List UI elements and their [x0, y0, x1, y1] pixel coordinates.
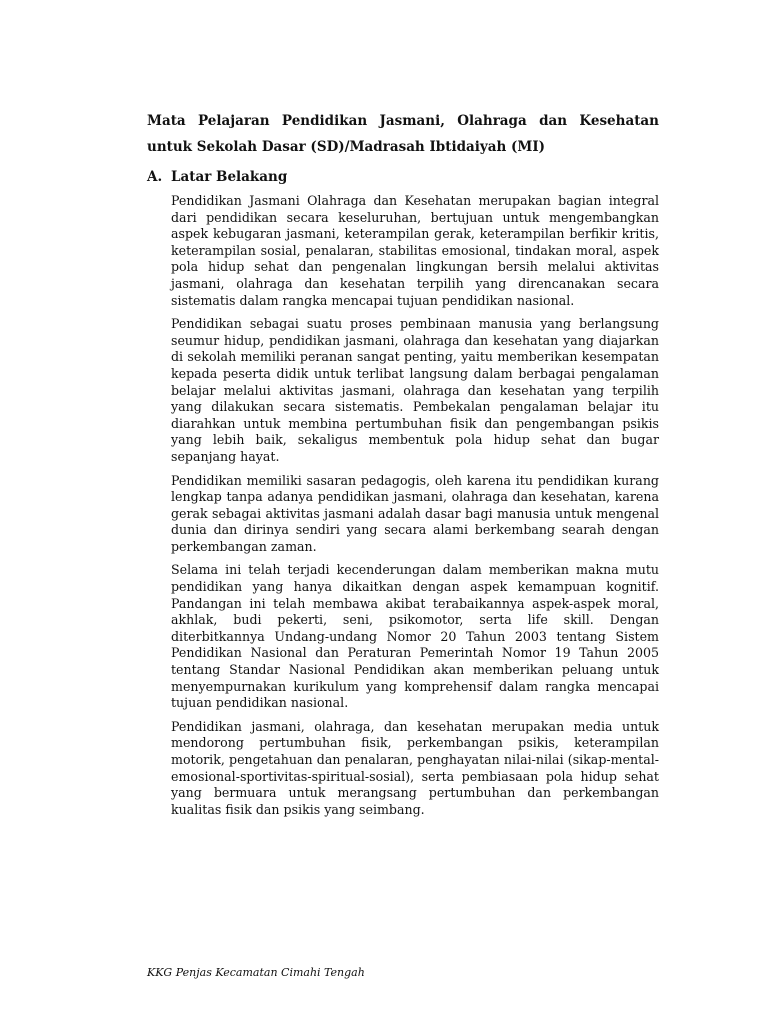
- paragraph: Pendidikan jasmani, olahraga, dan kesehatan merupakan media untuk mendorong pertumbuhan fisik, perkembangan psikis, keterampilan motorik, pengetahuan dan penalaran, penghayatan nilai-nilai (sikap-mental-emosional-sportivitas-spiritual-sosial), serta pembiasaan pola hidup sehat yang bermuara untuk merangsang pertumbuhan dan perkembangan kualitas fisik dan psikis yang seimbang.: [171, 718, 659, 817]
- page-footer: KKG Penjas Kecamatan Cimahi Tengah: [147, 966, 365, 979]
- paragraph: Selama ini telah terjadi kecenderungan dalam memberikan makna mutu pendidikan yang hanya dikaitkan dengan aspek kemampuan kognitif. Pandangan ini telah membawa akibat terabaikannya aspek-aspek moral, akhlak, budi pekerti, seni, psikomotor, serta life skill. Dengan diterbitkannya Undang-undang Nomor 20 Tahun 2003 tentang Sistem Pendidikan Nasional dan Peraturan Pemerintah Nomor 19 Tahun 2005 tentang Standar Nasional Pendidikan akan memberikan peluang untuk menyempurnakan kurikulum yang komprehensif dalam rangka mencapai tujuan pendidikan nasional.: [171, 562, 659, 711]
- paragraph: Pendidikan Jasmani Olahraga dan Kesehatan merupakan bagian integral dari pendidikan secara keseluruhan, bertujuan untuk mengembangkan aspek kebugaran jasmani, keterampilan gerak, keterampilan berfikir kritis, keterampilan sosial, penalaran, stabilitas emosional, tindakan moral, aspek pola hidup sehat dan pengenalan lingkungan bersih melalui aktivitas jasmani, olahraga dan kesehatan terpilih yang direncanakan secara sistematis dalam rangka mencapai tujuan pendidikan nasional.: [171, 193, 659, 308]
- section-heading: [147, 168, 287, 186]
- paragraph: Pendidikan memiliki sasaran pedagogis, oleh karena itu pendidikan kurang lengkap tanpa adanya pendidikan jasmani, olahraga dan kesehatan, karena gerak sebagai aktivitas jasmani adalah dasar bagi manusia untuk mengenal dunia dan dirinya sendiri yang secara alami berkembang searah dengan perkembangan zaman.: [171, 472, 659, 554]
- paragraph: Pendidikan sebagai suatu proses pembinaan manusia yang berlangsung seumur hidup, pendidikan jasmani, olahraga dan kesehatan yang diajarkan di sekolah memiliki peranan sangat penting, yaitu memberikan kesempatan kepada peserta didik untuk terlibat langsung dalam berbagai pengalaman belajar melalui aktivitas jasmani, olahraga dan kesehatan yang terpilih yang dilakukan secara sistematis. Pembekalan pengalaman belajar itu diarahkan untuk membina pertumbuhan fisik dan pengembangan psikis yang lebih baik, sekaligus membentuk pola hidup sehat dan bugar sepanjang hayat.: [171, 316, 659, 464]
- section-marker: A.: [147, 169, 163, 185]
- section-body: [171, 193, 659, 825]
- section-heading-text: Latar Belakang: [171, 169, 288, 185]
- page-title: Mata Pelajaran Pendidikan Jasmani, Olahraga dan Kesehatan untuk Sekolah Dasar (SD)/Madrasah Ibtidaiyah (MI): [147, 113, 659, 155]
